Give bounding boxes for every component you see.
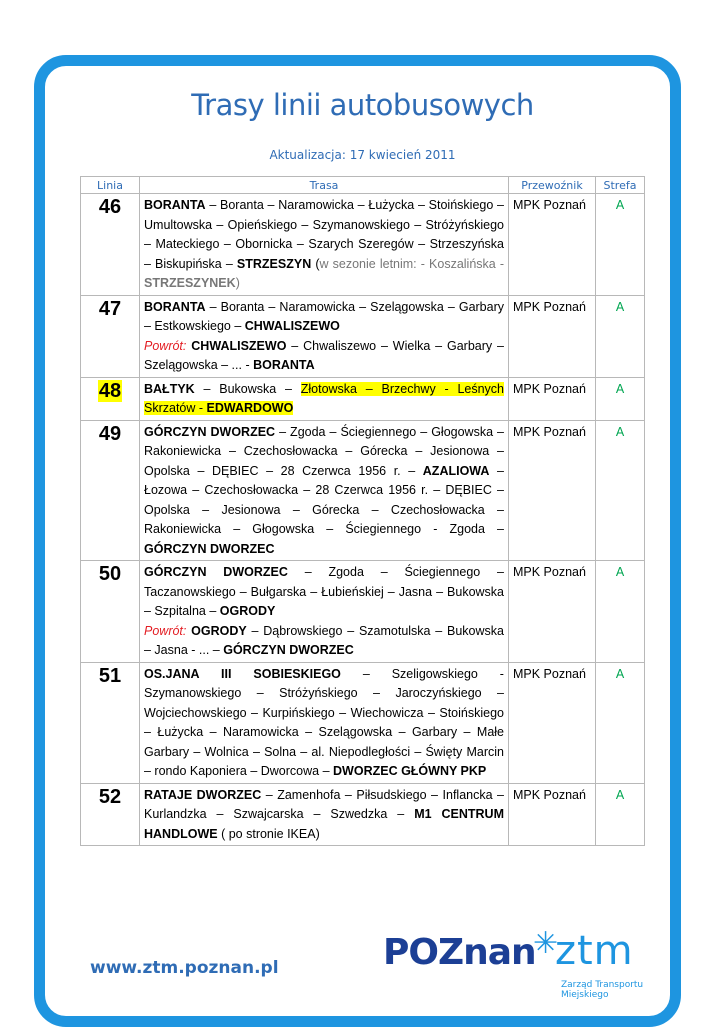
route-segment: – Bukowska – bbox=[194, 381, 301, 396]
table-row bbox=[81, 377, 645, 420]
line-number-text: 51 bbox=[98, 664, 122, 687]
operator-cell: MPK Poznań bbox=[509, 783, 596, 846]
line-number bbox=[81, 194, 140, 296]
line-number bbox=[81, 377, 140, 420]
table-row bbox=[81, 420, 645, 561]
operator-cell: MPK Poznań bbox=[509, 295, 596, 377]
line-number-text: 46 bbox=[98, 196, 122, 218]
operator-cell: MPK Poznań bbox=[509, 561, 596, 663]
zone-cell: A bbox=[596, 295, 645, 377]
table-row bbox=[81, 194, 645, 296]
line-number bbox=[81, 783, 140, 846]
operator-cell: MPK Poznań bbox=[509, 420, 596, 561]
table-row bbox=[81, 295, 645, 377]
route-segment: ) bbox=[235, 276, 240, 290]
route-segment: w sezonie letnim: - Koszalińska - bbox=[319, 256, 504, 271]
route-segment: STRZESZYN bbox=[236, 256, 312, 271]
route-segment: M1 CENTRUM HANDLOWE bbox=[144, 807, 504, 841]
line-number bbox=[81, 662, 140, 783]
route-segment: BORANTA bbox=[144, 198, 206, 212]
route-description bbox=[140, 377, 509, 420]
logo-subtitle: Zarząd Transportu Miejskiego bbox=[561, 980, 644, 1000]
column-header-route: Trasa bbox=[140, 177, 509, 194]
zone-cell: A bbox=[596, 377, 645, 420]
zone-cell: A bbox=[596, 420, 645, 561]
column-header-zone: Strefa bbox=[596, 177, 645, 194]
route-segment: STRZESZYNEK bbox=[144, 276, 236, 290]
table-row bbox=[81, 783, 645, 846]
route-segment: Powrót: bbox=[144, 623, 187, 638]
route-segment: – Łozowa – Czechosłowacka – 28 Czerwca 1956 r. – DĘBIEC – Opolska – Jesionowa – Górecka – Czechosłowacka – Rakoniewicka – Głogowska – Ściegiennego - Zgoda – bbox=[144, 463, 504, 536]
line-number-text: 49 bbox=[98, 422, 122, 445]
ztm-logo bbox=[383, 926, 673, 1000]
line-number bbox=[81, 295, 140, 377]
line-number-text: 50 bbox=[98, 563, 122, 585]
route-segment: AZALIOWA bbox=[422, 463, 490, 478]
route-segment: GÓRCZYN DWORZEC bbox=[223, 643, 354, 657]
logo-ztm-text: ztm bbox=[555, 928, 634, 974]
route-segment: – Boranta – Naramowicka – Szelągowska – Garbary – Estkowskiego – bbox=[144, 299, 504, 333]
route-segment: OGRODY bbox=[219, 604, 276, 618]
route-description bbox=[140, 561, 509, 663]
zone-cell: A bbox=[596, 783, 645, 846]
zone-cell: A bbox=[596, 561, 645, 663]
route-description bbox=[140, 295, 509, 377]
route-segment: ( bbox=[311, 256, 320, 271]
route-description bbox=[140, 420, 509, 561]
table-row bbox=[81, 662, 645, 783]
route-segment: – Dąbrowskiego – Szamotulska – Bukowska – Jasna - ... – bbox=[144, 623, 504, 657]
table-row bbox=[81, 561, 645, 663]
route-segment: – Chwaliszewo – Wielka – Garbary – Szelągowska – ... - bbox=[144, 338, 504, 372]
routes-table bbox=[80, 176, 645, 846]
route-segment: Powrót: bbox=[144, 338, 187, 353]
route-segment: OS.JANA III SOBIESKIEGO bbox=[144, 666, 341, 681]
route-segment: CHWALISZEWO bbox=[244, 319, 340, 333]
route-segment: GÓRCZYN DWORZEC bbox=[144, 424, 276, 439]
line-number-text: 47 bbox=[98, 297, 122, 320]
operator-cell: MPK Poznań bbox=[509, 662, 596, 783]
update-date: Aktualizacja: 17 kwiecień 2011 bbox=[269, 148, 456, 162]
route-description bbox=[140, 783, 509, 846]
route-segment: GÓRCZYN DWORZEC bbox=[144, 541, 275, 556]
line-number-text: 48 bbox=[98, 379, 122, 402]
route-segment: EDWARDOWO bbox=[206, 401, 294, 415]
route-segment: – Zamenhofa – Piłsudskiego – Inflancka – Kurlandzka – Szwajcarska – Szwedzka – bbox=[144, 787, 504, 821]
page-title: Trasy linii autobusowych bbox=[191, 88, 534, 122]
route-segment: GÓRCZYN DWORZEC bbox=[144, 565, 288, 579]
route-segment: – Zgoda – Ściegiennego – Głogowska – Rakoniewicka – Czechosłowacka – Górecka – Jesionowa – Opolska – DĘBIEC – 28 Czerwca 1956 r. – bbox=[144, 424, 504, 478]
operator-cell: MPK Poznań bbox=[509, 377, 596, 420]
route-segment: BORANTA bbox=[144, 299, 206, 314]
route-description bbox=[140, 662, 509, 783]
route-segment: OGRODY bbox=[191, 623, 247, 638]
table-header-row bbox=[81, 177, 645, 194]
route-segment: Złotowska – Brzechwy - Leśnych Skrzatów - bbox=[144, 381, 505, 415]
route-segment: DWORZEC GŁÓWNY PKP bbox=[333, 764, 487, 778]
zone-cell: A bbox=[596, 662, 645, 783]
route-segment: – Szeligowskiego - Szymanowskiego – Stróżyńskiego – Jaroczyńskiego – Wojciechowskiego – Kurpińskiego – Wiechowicza – Stoińskiego – Łużycka – Naramowicka – Szelągowska – Garbary – Małe Garbary – Wolnica – Solna – al. Niepodległości – Święty Marcin – rondo Kaponiera – Dworcowa – bbox=[144, 666, 504, 778]
route-segment: BAŁTYK bbox=[144, 381, 195, 396]
route-segment: BORANTA bbox=[253, 358, 315, 372]
route-segment: CHWALISZEWO bbox=[191, 338, 287, 353]
asterisk-icon: ✳ bbox=[533, 926, 559, 961]
line-number bbox=[81, 420, 140, 561]
route-segment: RATAJE DWORZEC bbox=[144, 787, 262, 802]
operator-cell: MPK Poznań bbox=[509, 194, 596, 296]
route-segment: ( po stronie IKEA) bbox=[217, 826, 320, 841]
line-number-text: 52 bbox=[98, 785, 122, 808]
column-header-operator: Przewoźnik bbox=[509, 177, 596, 194]
route-description bbox=[140, 194, 509, 296]
footer-url[interactable]: www.ztm.poznan.pl bbox=[90, 958, 279, 978]
route-segment: – Boranta – Naramowicka – Łużycka – Stoińskiego – Umultowska – Opieńskiego – Szymanowskiego – Stróżyńskiego – Mateckiego – Obornicka – Szarych Szeregów – Strzeszyńska – Biskupińska – bbox=[144, 198, 504, 271]
route-segment: – Zgoda – Ściegiennego – Taczanowskiego – Bułgarska – Łubieńskiej – Jasna – Bukowska – Szpitalna – bbox=[144, 565, 504, 618]
column-header-line: Linia bbox=[81, 177, 140, 194]
logo-city-text: POZnan bbox=[383, 932, 536, 973]
zone-cell: A bbox=[596, 194, 645, 296]
line-number bbox=[81, 561, 140, 663]
